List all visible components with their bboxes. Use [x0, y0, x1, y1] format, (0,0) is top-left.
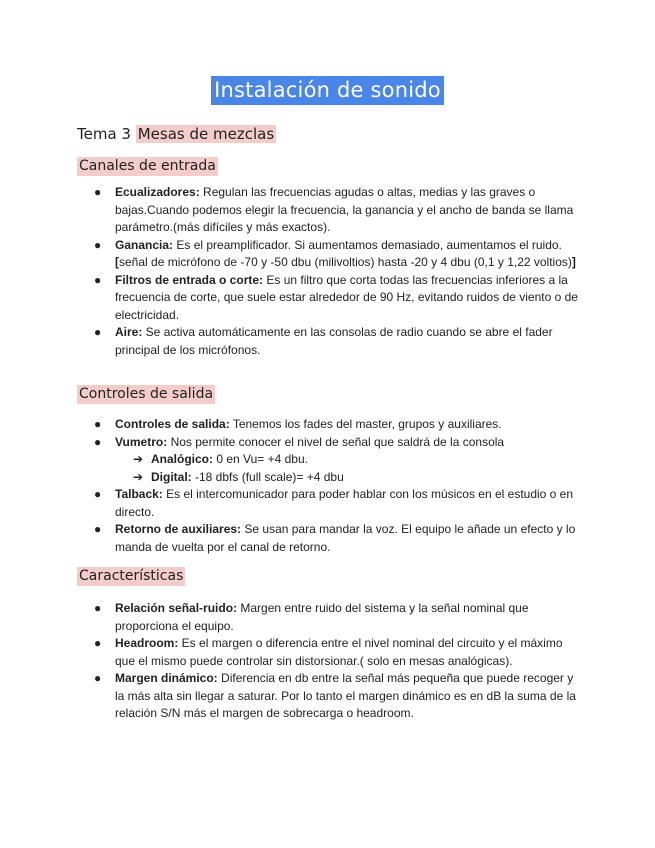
subtitle-prefix: Tema 3: [77, 125, 136, 143]
bullet-icon: ●: [94, 671, 102, 685]
section-list-controles-de-salida: [77, 416, 582, 556]
list-item: [77, 521, 582, 556]
item-tail: señal de micrófono de -70 y -50 dbu (milivoltios) hasta -20 y 4 dbu (0,1 y 1,22 voltios): [119, 255, 572, 269]
bullet-icon: ●: [94, 601, 102, 615]
list-item: [77, 434, 582, 487]
item-text: Se usan para mandar la voz. El equipo le añade un efecto y lo manda de vuelta por el canal de retorno.: [115, 522, 576, 554]
bullet-icon: ●: [94, 522, 102, 536]
list-item: [77, 600, 582, 635]
list-item: [77, 272, 582, 325]
list-item: [77, 670, 582, 723]
sub-item-text: -18 dbfs (full scale)= +4 dbu: [191, 469, 344, 484]
bullet-icon: ●: [94, 434, 102, 449]
bullet-icon: ●: [94, 272, 102, 287]
bullet-icon: ●: [94, 487, 102, 501]
sub-list-item: [115, 469, 582, 487]
sub-list: [115, 451, 582, 486]
list-item: [77, 486, 582, 521]
section-list-caracteristicas: [77, 600, 582, 723]
arrow-right-icon: ➔: [133, 469, 144, 484]
item-text: Margen entre ruido del sistema y la señal nominal que proporciona el equipo.: [115, 601, 529, 633]
sub-item-label: Analógico:: [151, 452, 213, 466]
item-text: Es un filtro que corta todas las frecuencias inferiores a la frecuencia de corte, que suele estar alrededor de 90 Hz, evitando ruidos de viento o de electricidad.: [115, 272, 578, 322]
section-heading-caracteristicas: Características: [79, 568, 184, 584]
item-label: Controles de salida:: [115, 417, 230, 431]
item-label: Filtros de entrada o corte:: [115, 272, 264, 287]
sub-list-item: [115, 451, 582, 469]
sub-item-label: Digital:: [151, 469, 192, 484]
item-label: Relación señal-ruido:: [115, 601, 238, 615]
document-subtitle: [77, 124, 276, 144]
title-container: [0, 76, 655, 105]
item-label: Headroom:: [115, 636, 179, 650]
document-title: Instalación de sonido: [211, 76, 444, 105]
item-bracket-close: ]: [571, 255, 576, 269]
bullet-icon: ●: [94, 325, 102, 339]
bullet-icon: ●: [94, 636, 102, 650]
item-label: Retorno de auxiliares:: [115, 522, 242, 536]
section-heading-canales-de-entrada: Canales de entrada: [79, 158, 216, 174]
item-text: Es el intercomunicador para poder hablar con los músicos en el estudio o en directo.: [115, 487, 574, 519]
arrow-right-icon: ➔: [133, 452, 144, 466]
sub-item-text: 0 en Vu= +4 dbu.: [213, 452, 308, 466]
item-label: Ecualizadores:: [115, 185, 200, 199]
item-label: Aire:: [115, 325, 143, 339]
section-list-canales-de-entrada: [77, 184, 582, 359]
section-heading-controles-de-salida: Controles de salida: [79, 386, 214, 402]
item-text: Es el margen o diferencia entre el nivel nominal del circuito y el máximo que el mismo puede controlar sin distorsionar.( solo en mesas analógicas).: [115, 636, 563, 668]
item-text: Diferencia en db entre la señal más pequeña que puede recoger y la más alta sin llegar a saturar. Por lo tanto el margen dinámico es en dB la suma de la relación S/N más el margen de sobrecarga o headroom.: [115, 671, 576, 720]
item-label: Margen dinámico:: [115, 671, 218, 685]
bullet-icon: ●: [94, 185, 102, 199]
item-text: Se activa automáticamente en las consolas de radio cuando se abre el fader principal de los micrófonos.: [115, 325, 553, 357]
item-label: Vumetro:: [115, 434, 168, 449]
item-text: Tenemos los fades del master, grupos y auxiliares.: [229, 417, 502, 431]
list-item: [77, 416, 582, 434]
list-item: [77, 237, 582, 272]
bullet-icon: ●: [94, 417, 102, 431]
list-item: [77, 184, 582, 237]
item-text: Nos permite conocer el nivel de señal que saldrá de la consola: [167, 434, 505, 449]
bullet-icon: ●: [94, 237, 102, 252]
item-text: Es el preamplificador. Si aumentamos demasiado, aumentamos el ruido.: [173, 237, 562, 252]
subtitle-highlight: Mesas de mezclas: [137, 125, 275, 143]
item-label: Ganancia:: [115, 237, 174, 252]
item-label: Talback:: [115, 487, 163, 501]
list-item: [77, 635, 582, 670]
item-text: Regulan las frecuencias agudas o altas, medias y las graves o bajas.Cuando podemos elegir la frecuencia, la ganancia y el ancho de banda se llama parámetro.(más difíciles y más exactos).: [115, 185, 574, 234]
list-item: [77, 324, 582, 359]
item-bracket-open: [: [115, 255, 119, 269]
